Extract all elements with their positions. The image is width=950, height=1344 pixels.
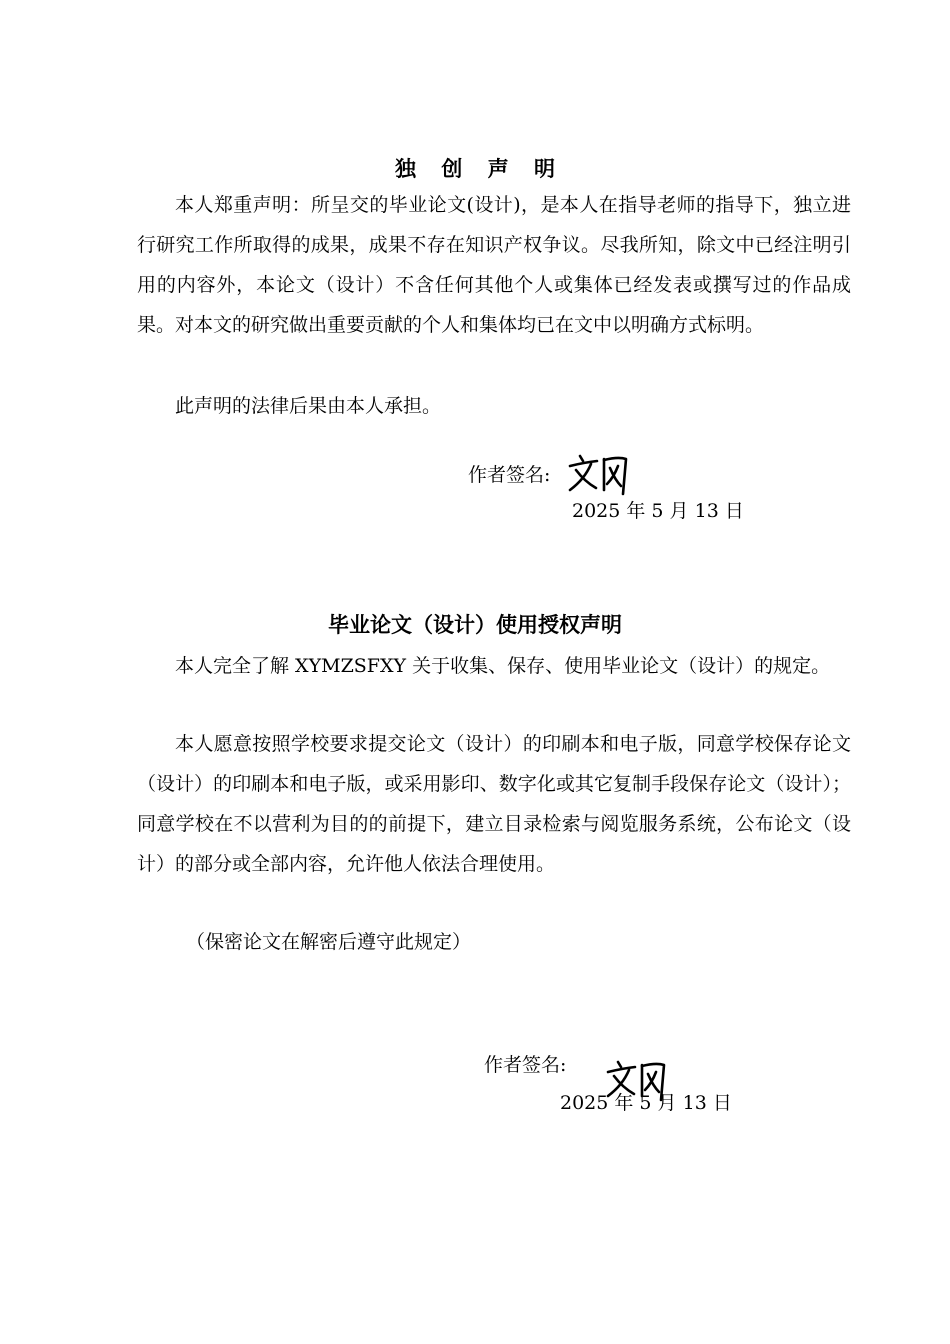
declaration-paragraph: 本人郑重声明：所呈交的毕业论文(设计)，是本人在指导老师的指导下，独立进行研究工作所取得的成果，成果不存在知识产权争议。尽我所知，除文中已经注明引用的内容外，本论文（设计）不含任何其他个人或集体已经发表或撰写过的作品成果。对本文的研究做出重要贡献的个人和集体均已在文中以明确方式标明。: [137, 194, 851, 336]
confidential-note: （保密论文在解密后遵守此规定）: [186, 931, 472, 953]
authorization-paragraph-2: 本人愿意按照学校要求提交论文（设计）的印刷本和电子版，同意学校保存论文（设计）的印刷本和电子版，或采用影印、数字化或其它复制手段保存论文（设计）；同意学校在不以营利为目的的前提下，建立目录检索与阅览服务系统，公布论文（设计）的部分或全部内容，允许他人依法合理使用。: [137, 733, 851, 875]
authorization-signature-label: 作者签名:: [484, 1054, 567, 1076]
declaration-signature-label: 作者签名:: [468, 464, 551, 486]
authorization-title: 毕业论文（设计）使用授权声明: [328, 613, 622, 637]
declaration-handwritten-signature: [566, 450, 632, 498]
declaration-title: 独 创 声 明: [395, 157, 564, 181]
authorization-date: 2025 年 5 月 13 日: [560, 1092, 732, 1114]
declaration-date: 2025 年 5 月 13 日: [572, 500, 744, 522]
declaration-legal-paragraph: 此声明的法律后果由本人承担。: [175, 395, 442, 417]
authorization-paragraph-1: 本人完全了解 XYMZSFXY 关于收集、保存、使用毕业论文（设计）的规定。: [175, 655, 831, 677]
